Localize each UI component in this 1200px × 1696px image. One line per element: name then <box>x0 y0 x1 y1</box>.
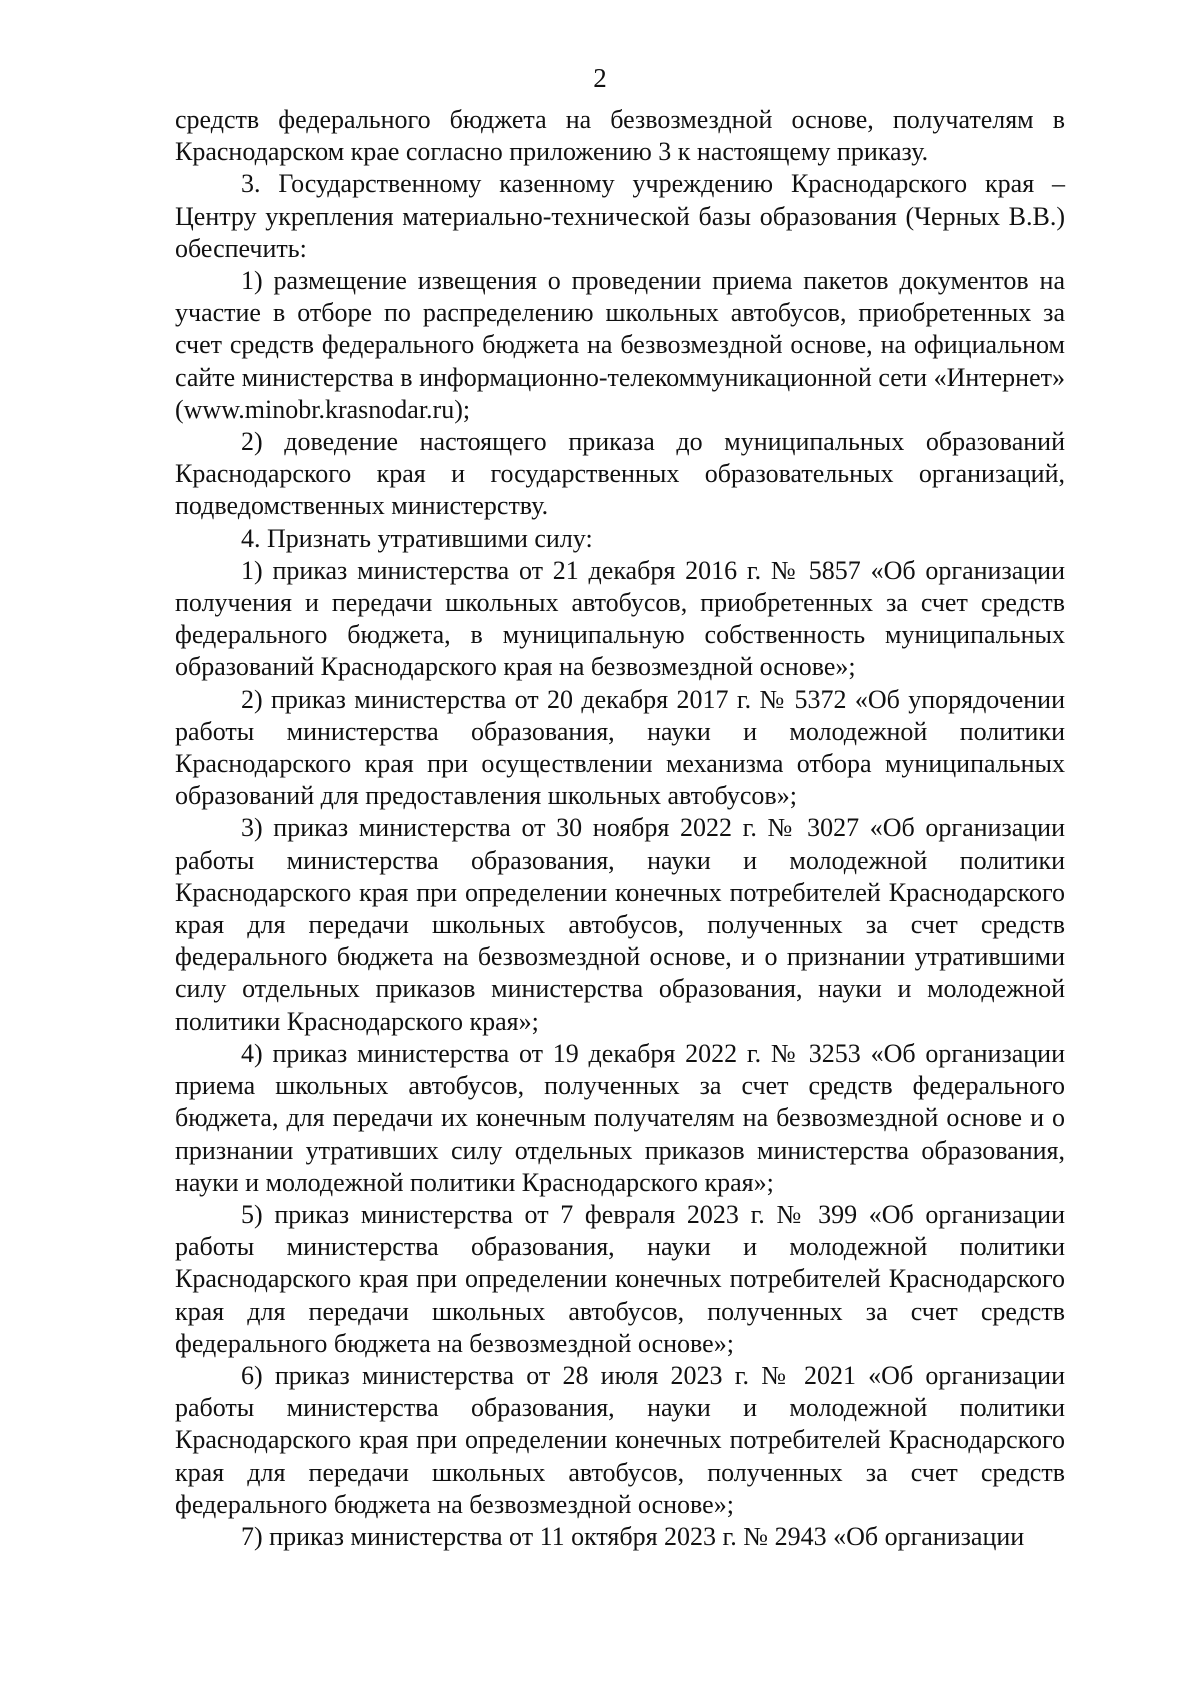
paragraph-item-4-2: 2) приказ министерства от 20 декабря 2017 г. № 5372 «Об упорядочении работы министерства образования, науки и молодежной политики Краснодарского края при осуществлении механизма отбора муниципальных образований для предоставления школьных автобусов»; <box>175 684 1065 811</box>
paragraph-item-3-1: 1) размещение извещения о проведении приема пакетов документов на участие в отборе по распределению школьных автобусов, приобретенных за счет средств федерального бюджета на безвозмездной основе, на официальном сайте министерства в информационно-телекоммуникационной сети «Интернет» (www.minobr.krasnodar.ru); <box>175 266 1065 424</box>
paragraph-item-4-3: 3) приказ министерства от 30 ноября 2022 г. № 3027 «Об организации работы министерства образования, науки и молодежной политики Краснодарского края при определении конечных потребителей Краснодарского края для передачи школьных автобусов, полученных за счет средств федерального бюджета на безвозмездной основе, и о признании утратившими силу отдельных приказов министерства образования, науки и молодежной политики Краснодарского края»; <box>175 813 1065 1036</box>
document-body <box>175 104 1065 1553</box>
paragraph-item-3-2: 2) доведение настоящего приказа до муниципальных образований Краснодарского края и государственных образовательных организаций, подведомственных министерству. <box>175 427 1065 521</box>
paragraph-item-4-4: 4) приказ министерства от 19 декабря 2022 г. № 3253 «Об организации приема школьных автобусов, полученных за счет средств федерального бюджета, для передачи их конечным получателям на безвозмездной основе и о признании утративших силу отдельных приказов министерства образования, науки и молодежной политики Краснодарского края»; <box>175 1038 1065 1197</box>
paragraph-item-4: 4. Признать утратившими силу: <box>241 523 593 553</box>
page-number: 2 <box>593 63 607 93</box>
paragraph-item-3: 3. Государственному казенному учреждению Краснодарского края – Центру укрепления материально-технической базы образования (Черных В.В.) обеспечить: <box>175 169 1065 263</box>
paragraph-item-4-7: 7) приказ министерства от 11 октября 2023 г. № 2943 «Об организации <box>241 1521 1025 1551</box>
paragraph-continuation: средств федерального бюджета на безвозмездной основе, получателям в Краснодарском крае согласно приложению 3 к настоящему приказу. <box>175 105 1065 167</box>
paragraph-item-4-1: 1) приказ министерства от 21 декабря 2016 г. № 5857 «Об организации получения и передачи школьных автобусов, приобретенных за счет средств федерального бюджета, в муниципальную собственность муниципальных образований Краснодарского края на безвозмездной основе»; <box>175 555 1065 682</box>
paragraph-item-4-5: 5) приказ министерства от 7 февраля 2023 г. № 399 «Об организации работы министерства образования, науки и молодежной политики Краснодарского края при определении конечных потребителей Краснодарского края для передачи школьных автобусов, полученных за счет средств федерального бюджета на безвозмездной основе»; <box>175 1199 1065 1358</box>
paragraph-item-4-6: 6) приказ министерства от 28 июля 2023 г. № 2021 «Об организации работы министерства образования, науки и молодежной политики Краснодарского края при определении конечных потребителей Краснодарского края для передачи школьных автобусов, полученных за счет средств федерального бюджета на безвозмездной основе»; <box>175 1360 1065 1519</box>
